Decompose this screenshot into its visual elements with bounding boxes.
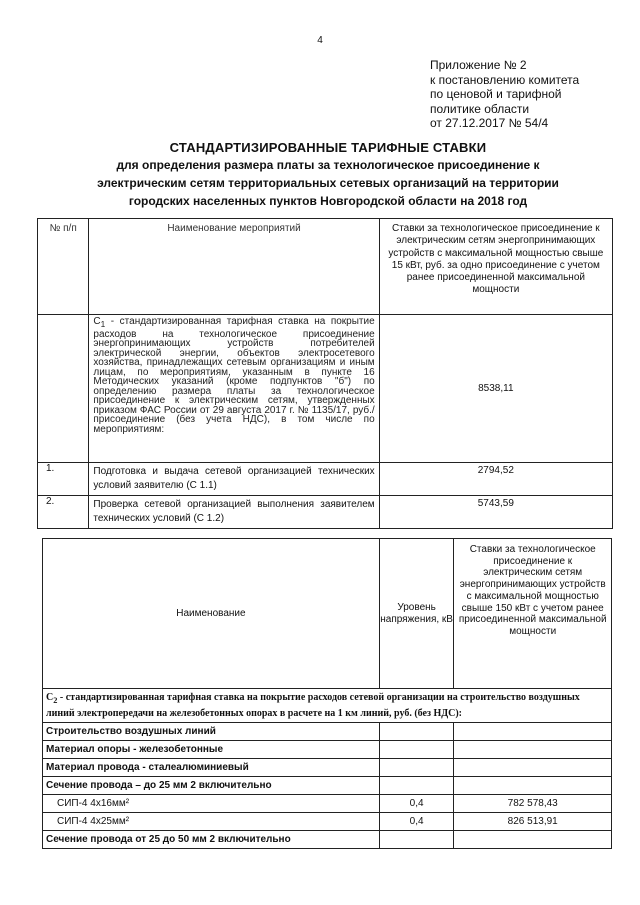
row-label: СИП-4 4x25мм² bbox=[43, 813, 380, 831]
table-row bbox=[43, 723, 612, 741]
row-no bbox=[38, 315, 89, 463]
row-name: Проверка сетевой организацией выполнения заявителем технических условий (С 1.2) bbox=[89, 496, 379, 529]
row-voltage: 0,4 bbox=[379, 813, 454, 831]
title-subtitle-line: городских населенных пунктов Новгородской области на 2018 год bbox=[128, 194, 528, 208]
rates-table-c2 bbox=[42, 538, 612, 849]
c1-symbol: С bbox=[93, 316, 101, 327]
title-subtitle-line: электрическим сетям территориальных сетевых организаций на территории bbox=[97, 176, 559, 190]
appendix-line: к постановлению комитета bbox=[430, 72, 580, 87]
row-voltage: 0,4 bbox=[379, 795, 454, 813]
c2-subscript: 2 bbox=[53, 696, 58, 705]
table-row bbox=[43, 759, 612, 777]
document-title bbox=[30, 140, 626, 209]
table-row bbox=[38, 463, 613, 496]
header-voltage: Уровень напряжения, кВ bbox=[379, 539, 454, 689]
row-voltage bbox=[379, 831, 454, 849]
header-rate: Ставки за технологическое присоединение к электрическим сетям энергопринимающих устройств с максимальной мощностью свыше 15 кВт, руб. за одно присоединение с учетом ранее присоединенной максимальной мощности bbox=[379, 219, 612, 315]
row-value bbox=[454, 831, 612, 849]
table-header-row bbox=[43, 539, 612, 689]
c1-description bbox=[89, 315, 379, 463]
c2-text: - стандартизированная тарифная ставка на покрытие расходов сетевой организации на строительство воздушных линий электропередачи на железобетонных опорах в расчете на 1 км линий, руб. (без НДС): bbox=[46, 692, 580, 719]
row-value: 2794,52 bbox=[379, 463, 612, 496]
row-value bbox=[454, 723, 612, 741]
appendix-line: политике области bbox=[430, 101, 530, 116]
c1-value: 8538,11 bbox=[379, 315, 612, 463]
row-no: 2. bbox=[38, 496, 89, 529]
row-label: Сечение провода от 25 до 50 мм 2 включительно bbox=[43, 831, 380, 849]
c1-text: - стандартизированная тарифная ставка на покрытие расходов на технологическое присоединение энергопринимающих устройств потребителей электрической энергии, объектов электросетевого хозяйства, принадлежащих сетевым организациям и иным лицам, по мероприятиям, указанным в пункте 16 Методических указаний (кроме подпунктов "б") по определению размера платы за технологическое присоединение к электрическим сетям, утвержденных приказом ФАС России от 29 августа 2017 г. № 1135/17, руб./присоединение (без учета НДС), в том числе по мероприятиям: bbox=[93, 316, 375, 435]
table-row bbox=[43, 831, 612, 849]
row-value bbox=[454, 759, 612, 777]
page-number: 4 bbox=[317, 35, 323, 46]
title-main: СТАНДАРТИЗИРОВАННЫЕ ТАРИФНЫЕ СТАВКИ bbox=[169, 140, 487, 155]
row-value: 782 578,43 bbox=[454, 795, 612, 813]
row-value: 826 513,91 bbox=[454, 813, 612, 831]
appendix-line: от 27.12.2017 № 54/4 bbox=[430, 116, 549, 130]
title-subtitle-line: для определения размера платы за технологическое присоединение к bbox=[116, 158, 540, 172]
table-row bbox=[43, 813, 612, 831]
header-rate: Ставки за технологическое присоединение к электрическим сетям энергопринимающих устройств с максимальной мощностью свыше 150 кВт с учетом ранее присоединенной максимальной мощности bbox=[454, 539, 612, 689]
table-row bbox=[43, 795, 612, 813]
c2-description bbox=[43, 689, 612, 723]
table-row bbox=[43, 777, 612, 795]
header-name: Наименование bbox=[43, 539, 380, 689]
row-label: Строительство воздушных линий bbox=[43, 723, 380, 741]
rates-table-c1 bbox=[37, 218, 613, 529]
header-no: № п/п bbox=[38, 219, 89, 315]
row-label: Сечение провода – до 25 мм 2 включительно bbox=[43, 777, 380, 795]
row-label: Материал опоры - железобетонные bbox=[43, 741, 380, 759]
row-value bbox=[454, 777, 612, 795]
appendix-line: по ценовой и тарифной bbox=[430, 87, 562, 101]
row-value bbox=[454, 741, 612, 759]
table-row bbox=[43, 689, 612, 723]
row-label: Материал провода - сталеалюминиевый bbox=[43, 759, 380, 777]
row-no: 1. bbox=[38, 463, 89, 496]
table-header-row bbox=[38, 219, 613, 315]
row-label: СИП-4 4x16мм² bbox=[43, 795, 380, 813]
appendix-reference bbox=[430, 58, 630, 131]
table-row bbox=[38, 496, 613, 529]
table-row bbox=[38, 315, 613, 463]
row-voltage bbox=[379, 777, 454, 795]
row-voltage bbox=[379, 741, 454, 759]
row-voltage bbox=[379, 759, 454, 777]
row-voltage bbox=[379, 723, 454, 741]
header-name: Наименование мероприятий bbox=[89, 219, 379, 315]
row-name: Подготовка и выдача сетевой организацией технических условий заявителю (С 1.1) bbox=[89, 463, 379, 496]
c1-subscript: 1 bbox=[100, 319, 106, 329]
row-value: 5743,59 bbox=[379, 496, 612, 529]
c2-symbol: С bbox=[46, 692, 54, 703]
table-row bbox=[43, 741, 612, 759]
appendix-line: Приложение № 2 bbox=[430, 58, 527, 72]
